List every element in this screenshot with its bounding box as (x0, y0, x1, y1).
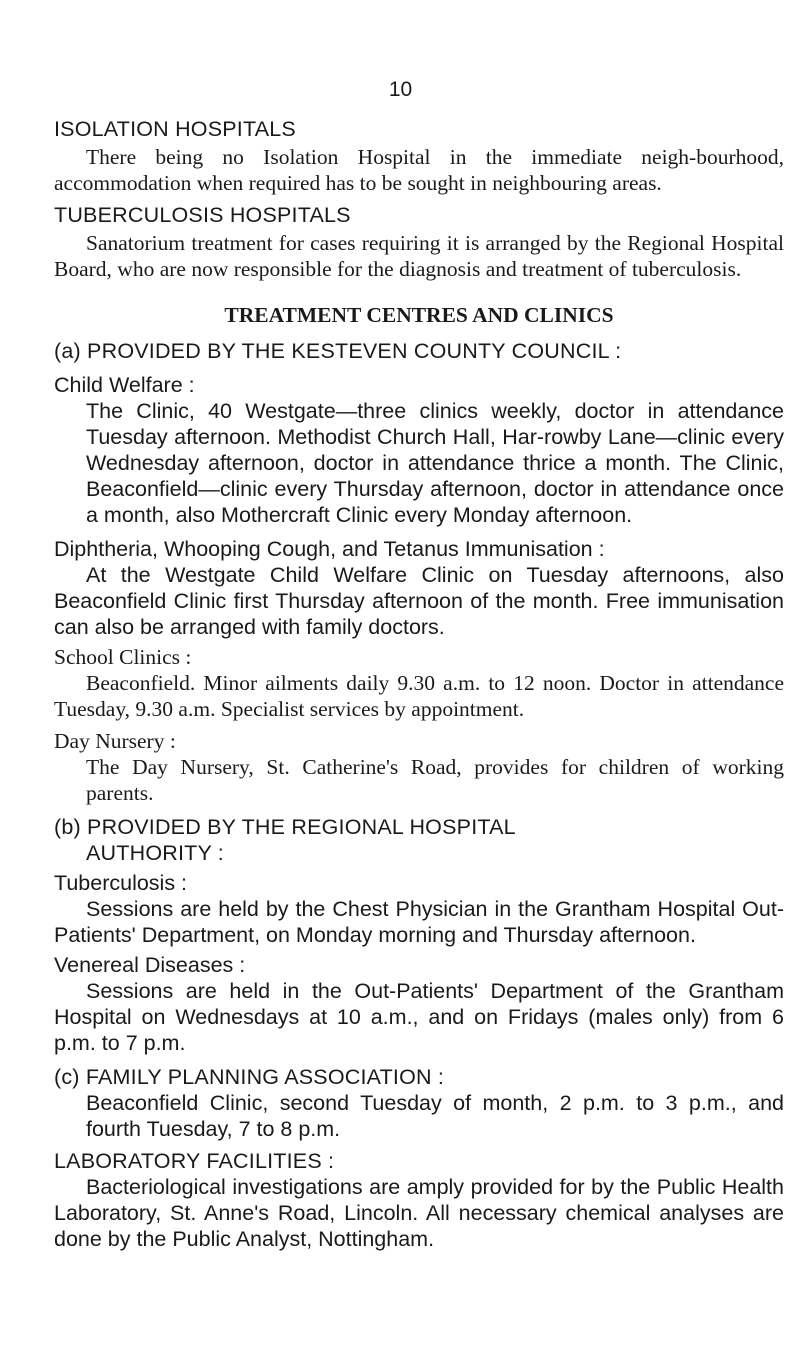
section-c-heading: (c) FAMILY PLANNING ASSOCIATION : (54, 1065, 445, 1089)
tuberculosis-heading: TUBERCULOSIS HOSPITALS (54, 203, 351, 227)
laboratory-text: Bacteriological investigations are amply provided for by the Public Health Laboratory, St. Anne's Road, Lincoln. All necessary chemical analyses are done by the Public Analyst, Nottingham. (54, 1175, 784, 1251)
section-b-heading-line2: AUTHORITY : (86, 841, 224, 865)
treatment-heading: TREATMENT CENTRES AND CLINICS (224, 303, 614, 327)
section-a-heading: (a) PROVIDED BY THE KESTEVEN COUNTY COUNCIL : (54, 339, 622, 363)
isolation-text: There being no Isolation Hospital in the immediate neigh-bourhood, accommodation when required has to be sought in neighbouring areas. (54, 145, 784, 195)
page-number: 10 (388, 78, 413, 101)
tuberculosis-sessions-text: Sessions are held by the Chest Physician in the Grantham Hospital Out-Patients' Department, on Monday morning and Thursday afternoon. (54, 897, 784, 947)
laboratory-heading: LABORATORY FACILITIES : (54, 1149, 335, 1173)
tuberculosis-text: Sanatorium treatment for cases requiring it is arranged by the Regional Hospital Board, who are now responsible for the diagnosis and treatment of tuberculosis. (54, 231, 784, 281)
day-nursery-label: Day Nursery : (54, 729, 176, 753)
school-clinics-label: School Clinics : (54, 645, 192, 669)
school-clinics-text: Beaconfield. Minor ailments daily 9.30 a.m. to 12 noon. Doctor in attendance Tuesday, 9.30 a.m. Specialist services by appointment. (54, 671, 784, 721)
treatment-section (54, 302, 784, 1142)
tuberculosis-label: Tuberculosis : (54, 871, 188, 895)
child-welfare-text: The Clinic, 40 Westgate—three clinics weekly, doctor in attendance Tuesday afternoon. Methodist Church Hall, Har-rowby Lane—clinic every Wednesday afternoon, doctor in attendance thrice a month. The Clinic, Beaconfield—clinic every Thursday afternoon, doctor in attendance once a month, also Mothercraft Clinic every Monday afternoon. (86, 399, 784, 527)
tuberculosis-section (54, 202, 784, 282)
document-body (54, 72, 784, 1252)
day-nursery-text: The Day Nursery, St. Catherine's Road, provides for children of working parents. (86, 755, 784, 805)
isolation-heading: ISOLATION HOSPITALS (54, 117, 296, 141)
laboratory-section (54, 1148, 784, 1252)
family-planning-text: Beaconfield Clinic, second Tuesday of month, 2 p.m. to 3 p.m., and fourth Tuesday, 7 to 8 p.m. (86, 1091, 784, 1141)
isolation-section (54, 116, 784, 196)
child-welfare-label: Child Welfare : (54, 373, 195, 397)
section-b-heading-line1: (b) PROVIDED BY THE REGIONAL HOSPITAL (54, 815, 516, 839)
diphtheria-label: Diphtheria, Whooping Cough, and Tetanus Immunisation : (54, 537, 605, 561)
venereal-diseases-text: Sessions are held in the Out-Patients' Department of the Grantham Hospital on Wednesdays at 10 a.m., and on Fridays (males only) from 6 p.m. to 7 p.m. (54, 979, 784, 1055)
venereal-diseases-label: Venereal Diseases : (54, 953, 246, 977)
diphtheria-text: At the Westgate Child Welfare Clinic on Tuesday afternoons, also Beaconfield Clinic first Thursday afternoon of the month. Free immunisation can also be arranged with family doctors. (54, 563, 784, 639)
